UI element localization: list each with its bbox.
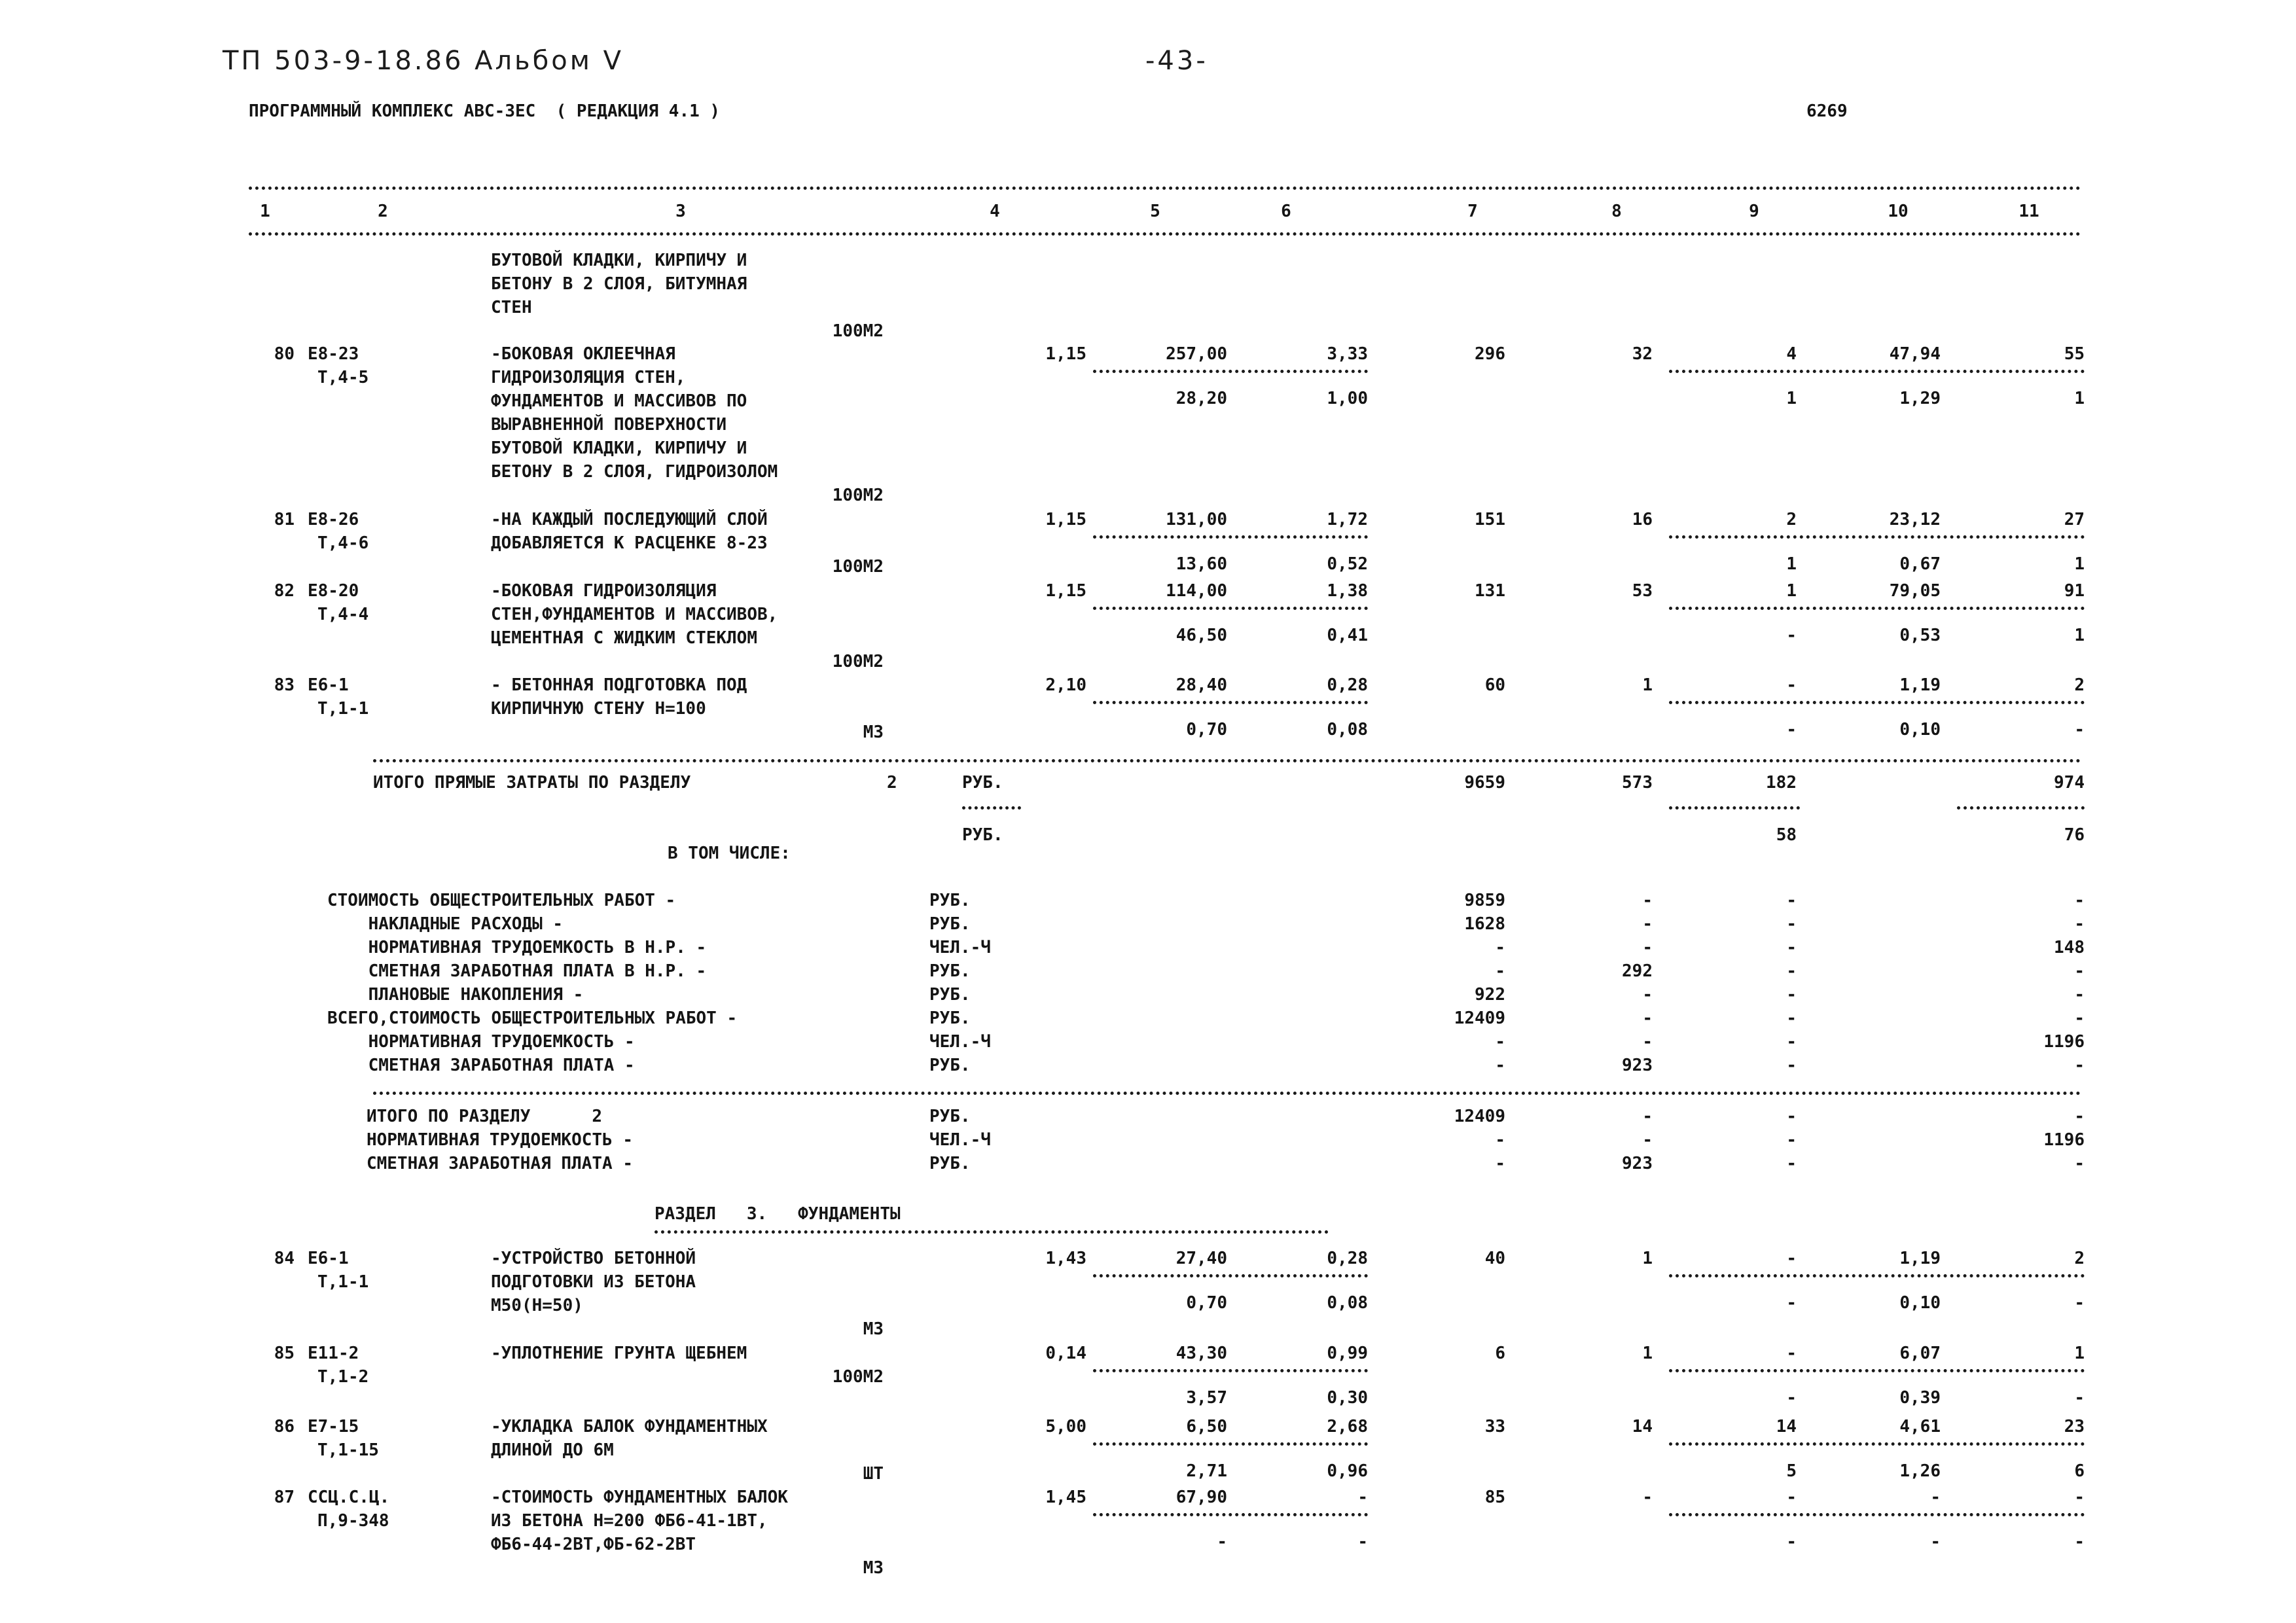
summary-unit: РУБ. — [929, 914, 971, 934]
row-code: Т,1-15 — [317, 1440, 379, 1460]
row-description: СТЕН,ФУНДАМЕНТОВ И МАССИВОВ, — [491, 605, 778, 624]
row-unit: ШТ — [863, 1464, 884, 1484]
row-code: П,9-348 — [317, 1511, 389, 1531]
column-number: 9 — [1749, 202, 1759, 221]
column-number: 5 — [1150, 202, 1160, 221]
row-description: ФУНДАМЕНТОВ И МАССИВОВ ПО — [491, 391, 747, 411]
summary-machine: - — [1786, 1008, 1797, 1028]
row-unit-price-wage: - — [1217, 1532, 1227, 1552]
row-separator — [1669, 370, 2085, 373]
row-labor-norm-sub: 1,26 — [1899, 1461, 1941, 1481]
summary-labor: - — [2074, 961, 2085, 981]
summary-labor: 1196 — [2043, 1032, 2085, 1052]
column-number: 1 — [260, 202, 270, 221]
summary-wage: 923 — [1622, 1056, 1653, 1075]
total-wage: 573 — [1622, 773, 1653, 793]
row-code: Е8-23 — [308, 344, 359, 364]
row-labor-total: 1 — [2074, 1344, 2085, 1363]
row-description: -УКЛАДКА БАЛОК ФУНДАМЕНТНЫХ — [491, 1417, 768, 1436]
rule-header-bottom — [249, 232, 2081, 236]
row-code: Т,1-1 — [317, 699, 369, 719]
row-labor-total-sub: 6 — [2074, 1461, 2085, 1481]
row-machine-cost: - — [1786, 1344, 1797, 1363]
row-machine-wage: - — [1786, 626, 1797, 645]
column-number: 6 — [1281, 202, 1291, 221]
row-labor-unit-sub: 1,00 — [1327, 389, 1368, 408]
summary-unit: РУБ. — [929, 1008, 971, 1028]
row-code: ССЦ.С.Ц. — [308, 1488, 390, 1507]
row-unit-price: 131,00 — [1166, 510, 1227, 529]
row-labor-unit: 3,33 — [1327, 344, 1368, 364]
row-description: -УПЛОТНЕНИЕ ГРУНТА ЩЕБНЕМ — [491, 1344, 747, 1363]
total-section-number: 2 — [887, 773, 897, 793]
summary-machine: - — [1786, 1130, 1797, 1150]
row-unit-price-wage: 2,71 — [1186, 1461, 1227, 1481]
summary-machine: - — [1786, 914, 1797, 934]
summary-machine: - — [1786, 1154, 1797, 1173]
row-separator — [1093, 1369, 1368, 1372]
row-labor-unit: 0,28 — [1327, 675, 1368, 695]
row-description: -БОКОВАЯ ГИДРОИЗОЛЯЦИЯ — [491, 581, 717, 601]
row-unit-price-wage: 13,60 — [1175, 554, 1227, 574]
row-separator — [1093, 1274, 1368, 1277]
total-unit: РУБ. — [962, 825, 1003, 845]
summary-machine: - — [1786, 1032, 1797, 1052]
summary-unit: ЧЕЛ.-Ч — [929, 1032, 991, 1052]
summary-label: НОРМАТИВНАЯ ТРУДОЕМКОСТЬ - — [327, 1032, 635, 1052]
summary-labor: - — [2074, 891, 2085, 910]
row-labor-unit: 1,38 — [1327, 581, 1368, 601]
total-unit: РУБ. — [962, 773, 1003, 793]
row-code: Е7-15 — [308, 1417, 359, 1436]
row-labor-norm-sub: 1,29 — [1899, 389, 1941, 408]
row-wage-total: 32 — [1632, 344, 1653, 364]
total-cost: 9659 — [1464, 773, 1505, 793]
row-code: Т,1-2 — [317, 1367, 369, 1387]
summary-cost: - — [1495, 938, 1505, 957]
row-total-cost: 40 — [1484, 1249, 1505, 1268]
row-unit-price: 43,30 — [1175, 1344, 1227, 1363]
row-description: -БОКОВАЯ ОКЛЕЕЧНАЯ — [491, 344, 675, 364]
summary-machine: - — [1786, 1107, 1797, 1126]
row-description: ФБ6-44-2ВТ,ФБ-62-2ВТ — [491, 1535, 696, 1554]
summary-wage: 292 — [1622, 961, 1653, 981]
summary-cost: 1628 — [1464, 914, 1505, 934]
summary-label: НОРМАТИВНАЯ ТРУДОЕМКОСТЬ - — [367, 1130, 633, 1150]
row-labor-norm-sub: 0,39 — [1899, 1388, 1941, 1408]
row-description: БУТОВОЙ КЛАДКИ, КИРПИЧУ И — [491, 438, 747, 458]
total-separator — [1957, 806, 2085, 810]
summary-label: ИТОГО ПО РАЗДЕЛУ 2 — [367, 1107, 603, 1126]
summary-unit: РУБ. — [929, 961, 971, 981]
row-unit-price: 67,90 — [1175, 1488, 1227, 1507]
row-labor-norm-sub: 0,10 — [1899, 1293, 1941, 1313]
row-separator — [1093, 1442, 1368, 1446]
summary-wage: - — [1642, 938, 1653, 957]
row-wage-total: 16 — [1632, 510, 1653, 529]
row-labor-unit-sub: 0,30 — [1327, 1388, 1368, 1408]
section-3-underline — [655, 1230, 1329, 1234]
row-total-cost: 296 — [1475, 344, 1505, 364]
summary-labor: 1196 — [2043, 1130, 2085, 1150]
row-labor-total: 23 — [2064, 1417, 2085, 1436]
column-number: 4 — [990, 202, 1000, 221]
summary-cost: 12409 — [1454, 1008, 1505, 1028]
row-labor-norm: 6,07 — [1899, 1344, 1941, 1363]
row-labor-norm: 4,61 — [1899, 1417, 1941, 1436]
rule-top — [249, 187, 2081, 190]
row-unit-price: 28,40 — [1175, 675, 1227, 695]
row-total-cost: 6 — [1495, 1344, 1505, 1363]
row-wage-total: 53 — [1632, 581, 1653, 601]
summary-cost: - — [1495, 1032, 1505, 1052]
total-label: ИТОГО ПРЯМЫЕ ЗАТРАТЫ ПО РАЗДЕЛУ — [373, 773, 691, 793]
page-number: -43- — [1145, 46, 1208, 76]
row-description: БЕТОНУ В 2 СЛОЯ, БИТУМНАЯ — [491, 274, 747, 294]
summary-unit: РУБ. — [929, 1107, 971, 1126]
summary-label: НАКЛАДНЫЕ РАСХОДЫ - — [327, 914, 564, 934]
rule-before-total — [373, 759, 2081, 762]
total-labor: 974 — [2054, 773, 2085, 793]
row-position: 87 — [274, 1488, 295, 1507]
summary-wage: - — [1642, 1107, 1653, 1126]
row-description: ДЛИНОЙ ДО 6М — [491, 1440, 614, 1460]
row-labor-total: 27 — [2064, 510, 2085, 529]
row-position: 80 — [274, 344, 295, 364]
summary-label: СМЕТНАЯ ЗАРАБОТНАЯ ПЛАТА В Н.Р. - — [327, 961, 707, 981]
row-position: 84 — [274, 1249, 295, 1268]
row-description: ЦЕМЕНТНАЯ С ЖИДКИМ СТЕКЛОМ — [491, 628, 757, 648]
row-machine-wage: - — [1786, 1293, 1797, 1313]
row-total-cost: 60 — [1484, 675, 1505, 695]
summary-label: ВСЕГО,СТОИМОСТЬ ОБЩЕСТРОИТЕЛЬНЫХ РАБОТ - — [327, 1008, 738, 1028]
row-description: -УСТРОЙСТВО БЕТОННОЙ — [491, 1249, 696, 1268]
row-description: ГИДРОИЗОЛЯЦИЯ СТЕН, — [491, 368, 686, 387]
row-unit-price: 257,00 — [1166, 344, 1227, 364]
row-quantity: 5,00 — [1045, 1417, 1086, 1436]
row-machine-wage: 5 — [1786, 1461, 1797, 1481]
row-machine-cost: 14 — [1776, 1417, 1797, 1436]
row-machine-cost: 2 — [1786, 510, 1797, 529]
row-total-cost: 151 — [1475, 510, 1505, 529]
row-separator — [1669, 1442, 2085, 1446]
column-number: 11 — [2018, 202, 2039, 221]
row-separator — [1669, 1369, 2085, 1372]
row-unit: М3 — [863, 1558, 884, 1578]
row-unit-price-wage: 46,50 — [1175, 626, 1227, 645]
row-machine-wage: - — [1786, 1388, 1797, 1408]
row-code: Е6-1 — [308, 1249, 349, 1268]
album-line: ТП 503-9-18.86 Альбом V — [223, 46, 624, 76]
row-unit-price-wage: 0,70 — [1186, 720, 1227, 740]
row-unit: М3 — [863, 722, 884, 742]
row-quantity: 1,15 — [1045, 344, 1086, 364]
row-labor-total: 2 — [2074, 1249, 2085, 1268]
row-labor-total: 2 — [2074, 675, 2085, 695]
row-unit: 100М2 — [832, 557, 884, 577]
row-unit: 100М2 — [832, 321, 884, 341]
row-unit-price-wage: 3,57 — [1186, 1388, 1227, 1408]
row-unit: 100М2 — [832, 486, 884, 505]
total-machine: 182 — [1766, 773, 1797, 793]
row-position: 86 — [274, 1417, 295, 1436]
row-separator — [1669, 701, 2085, 704]
row-unit-price: 27,40 — [1175, 1249, 1227, 1268]
summary-machine: - — [1786, 961, 1797, 981]
row-labor-norm-sub: 0,67 — [1899, 554, 1941, 574]
summary-labor: - — [2074, 985, 2085, 1005]
row-wage-total: - — [1642, 1488, 1653, 1507]
summary-label: НОРМАТИВНАЯ ТРУДОЕМКОСТЬ В Н.Р. - — [327, 938, 707, 957]
total-labor-sub: 76 — [2064, 825, 2085, 845]
row-labor-norm-sub: - — [1930, 1532, 1941, 1552]
row-labor-unit-sub: 0,41 — [1327, 626, 1368, 645]
rule-before-section-totals — [373, 1092, 2081, 1095]
summary-label: СТОИМОСТЬ ОБЩЕСТРОИТЕЛЬНЫХ РАБОТ - — [327, 891, 676, 910]
row-labor-unit: 2,68 — [1327, 1417, 1368, 1436]
including-label: В ТОМ ЧИСЛЕ: — [668, 844, 791, 863]
row-labor-total-sub: 1 — [2074, 626, 2085, 645]
row-code: Е11-2 — [308, 1344, 359, 1363]
summary-wage: - — [1642, 985, 1653, 1005]
summary-wage: - — [1642, 1130, 1653, 1150]
row-description: -НА КАЖДЫЙ ПОСЛЕДУЮЩИЙ СЛОЙ — [491, 510, 768, 529]
row-machine-cost: 1 — [1786, 581, 1797, 601]
row-description: М50(Н=50) — [491, 1296, 583, 1315]
row-code: Е6-1 — [308, 675, 349, 695]
total-machine-wage: 58 — [1776, 825, 1797, 845]
row-labor-total-sub: - — [2074, 1293, 2085, 1313]
row-wage-total: 1 — [1642, 675, 1653, 695]
row-description: ИЗ БЕТОНА Н=200 ФБ6-41-1ВТ, — [491, 1511, 768, 1531]
row-unit: 100М2 — [832, 1367, 884, 1387]
row-quantity: 0,14 — [1045, 1344, 1086, 1363]
section-3-title: РАЗДЕЛ 3. ФУНДАМЕНТЫ — [655, 1204, 901, 1224]
row-separator — [1669, 1274, 2085, 1277]
summary-machine: - — [1786, 1056, 1797, 1075]
row-code: Т,4-6 — [317, 533, 369, 553]
row-quantity: 1,15 — [1045, 510, 1086, 529]
column-number: 3 — [675, 202, 686, 221]
row-description: - БЕТОННАЯ ПОДГОТОВКА ПОД — [491, 675, 747, 695]
summary-wage: - — [1642, 914, 1653, 934]
summary-machine: - — [1786, 938, 1797, 957]
row-total-cost: 33 — [1484, 1417, 1505, 1436]
summary-labor: 148 — [2054, 938, 2085, 957]
column-number: 8 — [1611, 202, 1622, 221]
row-labor-norm: 1,19 — [1899, 675, 1941, 695]
row-machine-wage: - — [1786, 720, 1797, 740]
summary-cost: 922 — [1475, 985, 1505, 1005]
column-number: 7 — [1467, 202, 1478, 221]
row-labor-unit-sub: - — [1357, 1532, 1368, 1552]
column-number: 10 — [1888, 202, 1909, 221]
summary-labor: - — [2074, 1056, 2085, 1075]
summary-label: СМЕТНАЯ ЗАРАБОТНАЯ ПЛАТА - — [327, 1056, 635, 1075]
summary-label: ПЛАНОВЫЕ НАКОПЛЕНИЯ - — [327, 985, 584, 1005]
summary-unit: РУБ. — [929, 985, 971, 1005]
row-separator — [1669, 535, 2085, 539]
row-description: БУТОВОЙ КЛАДКИ, КИРПИЧУ И — [491, 251, 747, 270]
summary-unit: РУБ. — [929, 1056, 971, 1075]
row-position: 85 — [274, 1344, 295, 1363]
row-labor-total-sub: - — [2074, 1388, 2085, 1408]
summary-unit: РУБ. — [929, 891, 971, 910]
program-line: ПРОГРАММНЫЙ КОМПЛЕКС АВС-ЗЕС ( РЕДАКЦИЯ 4.1 ) — [249, 101, 721, 121]
row-code: Т,4-4 — [317, 605, 369, 624]
total-separator — [1669, 806, 1800, 810]
row-wage-total: 1 — [1642, 1344, 1653, 1363]
row-labor-total: 55 — [2064, 344, 2085, 364]
row-description: КИРПИЧНУЮ СТЕНУ Н=100 — [491, 699, 706, 719]
row-quantity: 2,10 — [1045, 675, 1086, 695]
summary-labor: - — [2074, 1008, 2085, 1028]
row-labor-unit: - — [1357, 1488, 1368, 1507]
row-labor-total-sub: - — [2074, 720, 2085, 740]
row-separator — [1093, 1513, 1368, 1516]
row-position: 81 — [274, 510, 295, 529]
row-wage-total: 14 — [1632, 1417, 1653, 1436]
summary-unit: РУБ. — [929, 1154, 971, 1173]
summary-cost: - — [1495, 1154, 1505, 1173]
row-separator — [1093, 701, 1368, 704]
row-code: Т,1-1 — [317, 1272, 369, 1292]
row-quantity: 1,45 — [1045, 1488, 1086, 1507]
row-separator — [1093, 607, 1368, 610]
row-description: СТЕН — [491, 298, 532, 317]
row-unit-price-wage: 28,20 — [1175, 389, 1227, 408]
row-machine-cost: - — [1786, 1488, 1797, 1507]
row-labor-total-sub: 1 — [2074, 389, 2085, 408]
row-labor-norm: 23,12 — [1889, 510, 1941, 529]
row-labor-unit-sub: 0,96 — [1327, 1461, 1368, 1481]
total-separator — [962, 806, 1021, 810]
row-labor-norm: 79,05 — [1889, 581, 1941, 601]
row-unit-price: 6,50 — [1186, 1417, 1227, 1436]
row-unit: 100М2 — [832, 652, 884, 671]
row-labor-unit-sub: 0,52 — [1327, 554, 1368, 574]
row-separator — [1093, 535, 1368, 539]
summary-cost: 9859 — [1464, 891, 1505, 910]
row-description: ДОБАВЛЯЕТСЯ К РАСЦЕНКЕ 8-23 — [491, 533, 768, 553]
row-total-cost: 131 — [1475, 581, 1505, 601]
row-machine-wage: - — [1786, 1532, 1797, 1552]
row-labor-unit: 0,28 — [1327, 1249, 1368, 1268]
row-labor-norm-sub: 0,53 — [1899, 626, 1941, 645]
row-quantity: 1,43 — [1045, 1249, 1086, 1268]
document-code: 6269 — [1806, 101, 1848, 121]
row-machine-wage: 1 — [1786, 554, 1797, 574]
summary-labor: - — [2074, 1107, 2085, 1126]
row-labor-norm: 47,94 — [1889, 344, 1941, 364]
row-separator — [1669, 607, 2085, 610]
row-labor-norm: 1,19 — [1899, 1249, 1941, 1268]
row-labor-total: 91 — [2064, 581, 2085, 601]
row-labor-unit-sub: 0,08 — [1327, 720, 1368, 740]
summary-cost: 12409 — [1454, 1107, 1505, 1126]
row-quantity: 1,15 — [1045, 581, 1086, 601]
summary-cost: - — [1495, 961, 1505, 981]
row-code: Т,4-5 — [317, 368, 369, 387]
row-machine-cost: 4 — [1786, 344, 1797, 364]
summary-cost: - — [1495, 1130, 1505, 1150]
row-separator — [1093, 370, 1368, 373]
row-labor-norm: - — [1930, 1488, 1941, 1507]
summary-labor: - — [2074, 1154, 2085, 1173]
row-unit-price: 114,00 — [1166, 581, 1227, 601]
row-labor-unit-sub: 0,08 — [1327, 1293, 1368, 1313]
summary-wage: 923 — [1622, 1154, 1653, 1173]
row-labor-total-sub: 1 — [2074, 554, 2085, 574]
row-total-cost: 85 — [1484, 1488, 1505, 1507]
row-description: ПОДГОТОВКИ ИЗ БЕТОНА — [491, 1272, 696, 1292]
row-separator — [1669, 1513, 2085, 1516]
row-unit-price-wage: 0,70 — [1186, 1293, 1227, 1313]
row-machine-cost: - — [1786, 1249, 1797, 1268]
row-labor-total: - — [2074, 1488, 2085, 1507]
row-machine-cost: - — [1786, 675, 1797, 695]
summary-unit: ЧЕЛ.-Ч — [929, 938, 991, 957]
summary-machine: - — [1786, 891, 1797, 910]
row-code: Е8-26 — [308, 510, 359, 529]
row-machine-wage: 1 — [1786, 389, 1797, 408]
row-description: БЕТОНУ В 2 СЛОЯ, ГИДРОИЗОЛОМ — [491, 462, 778, 482]
row-code: Е8-20 — [308, 581, 359, 601]
row-wage-total: 1 — [1642, 1249, 1653, 1268]
row-description: ВЫРАВНЕННОЙ ПОВЕРХНОСТИ — [491, 415, 727, 435]
summary-label: СМЕТНАЯ ЗАРАБОТНАЯ ПЛАТА - — [367, 1154, 633, 1173]
row-labor-total-sub: - — [2074, 1532, 2085, 1552]
row-labor-unit: 0,99 — [1327, 1344, 1368, 1363]
row-description: -СТОИМОСТЬ ФУНДАМЕНТНЫХ БАЛОК — [491, 1488, 788, 1507]
column-number: 2 — [378, 202, 388, 221]
row-labor-norm-sub: 0,10 — [1899, 720, 1941, 740]
summary-labor: - — [2074, 914, 2085, 934]
summary-machine: - — [1786, 985, 1797, 1005]
summary-wage: - — [1642, 1032, 1653, 1052]
summary-cost: - — [1495, 1056, 1505, 1075]
summary-wage: - — [1642, 1008, 1653, 1028]
row-unit: М3 — [863, 1319, 884, 1339]
summary-wage: - — [1642, 891, 1653, 910]
row-position: 83 — [274, 675, 295, 695]
summary-unit: ЧЕЛ.-Ч — [929, 1130, 991, 1150]
row-labor-unit: 1,72 — [1327, 510, 1368, 529]
row-position: 82 — [274, 581, 295, 601]
